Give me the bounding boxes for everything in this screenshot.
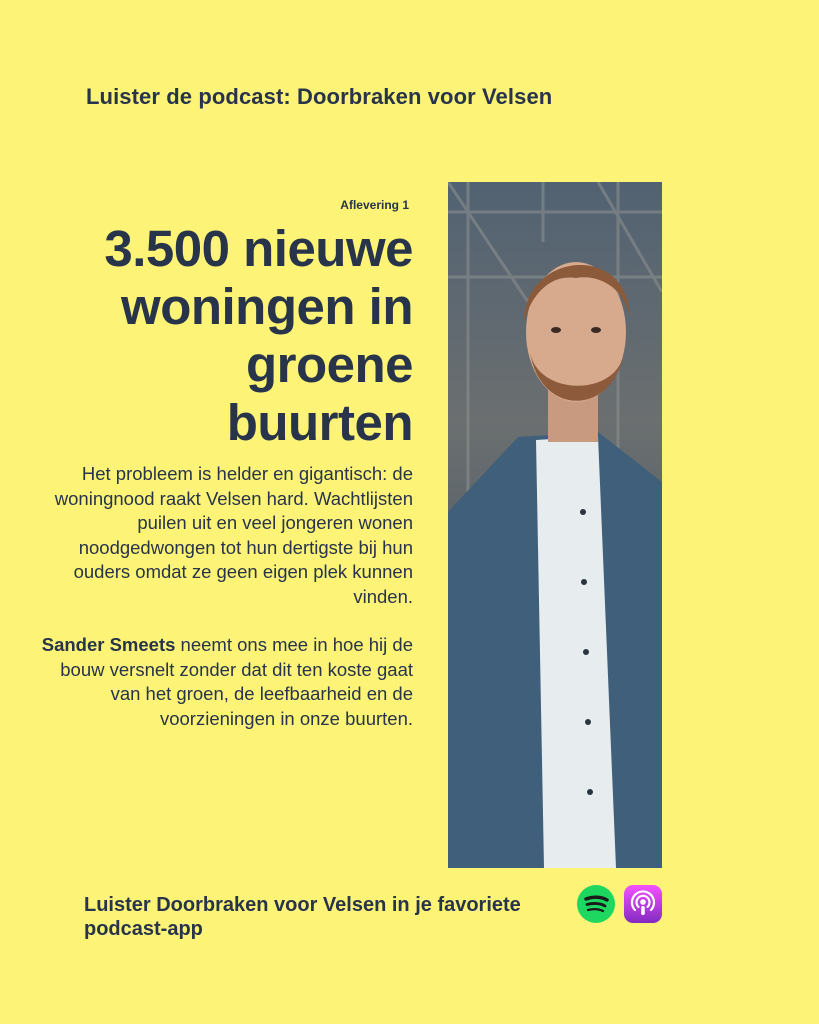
guest-photo xyxy=(448,182,662,868)
headline-line-4: buurten xyxy=(226,394,413,451)
guest-name: Sander Smeets xyxy=(41,634,176,655)
episode-label: Aflevering 1 xyxy=(340,198,409,212)
apple-podcasts-icon[interactable] xyxy=(624,885,662,923)
episode-headline xyxy=(40,220,413,452)
page-header: Luister de podcast: Doorbraken voor Velsen xyxy=(86,84,553,109)
headline-line-3: groene xyxy=(245,336,413,393)
headline-line-1: 3.500 nieuwe xyxy=(104,220,413,277)
description-paragraph-1: Het probleem is helder en gigantisch: de woningnood raakt Velsen hard. Wachtlijsten puilen uit en veel jongeren wonen noodgedwongen tot hun dertigste bij hun ouders omdat ze geen eigen plek kunnen vinden. xyxy=(54,463,413,607)
description-paragraph-2-text: neemt ons mee in hoe hij de bouw versnelt zonder dat dit ten koste gaat van het groen, de leefbaarheid en de voorzieningen in onze buurten. xyxy=(60,634,413,729)
description-paragraph-2 xyxy=(40,633,413,731)
guest-portrait-illustration xyxy=(448,182,662,868)
headline-line-2: woningen in xyxy=(121,278,413,335)
episode-text-column xyxy=(40,198,413,755)
episode-description xyxy=(40,462,413,731)
spotify-icon[interactable] xyxy=(577,885,615,923)
footer-cta: Luister Doorbraken voor Velsen in je favoriete podcast-app xyxy=(84,894,521,940)
